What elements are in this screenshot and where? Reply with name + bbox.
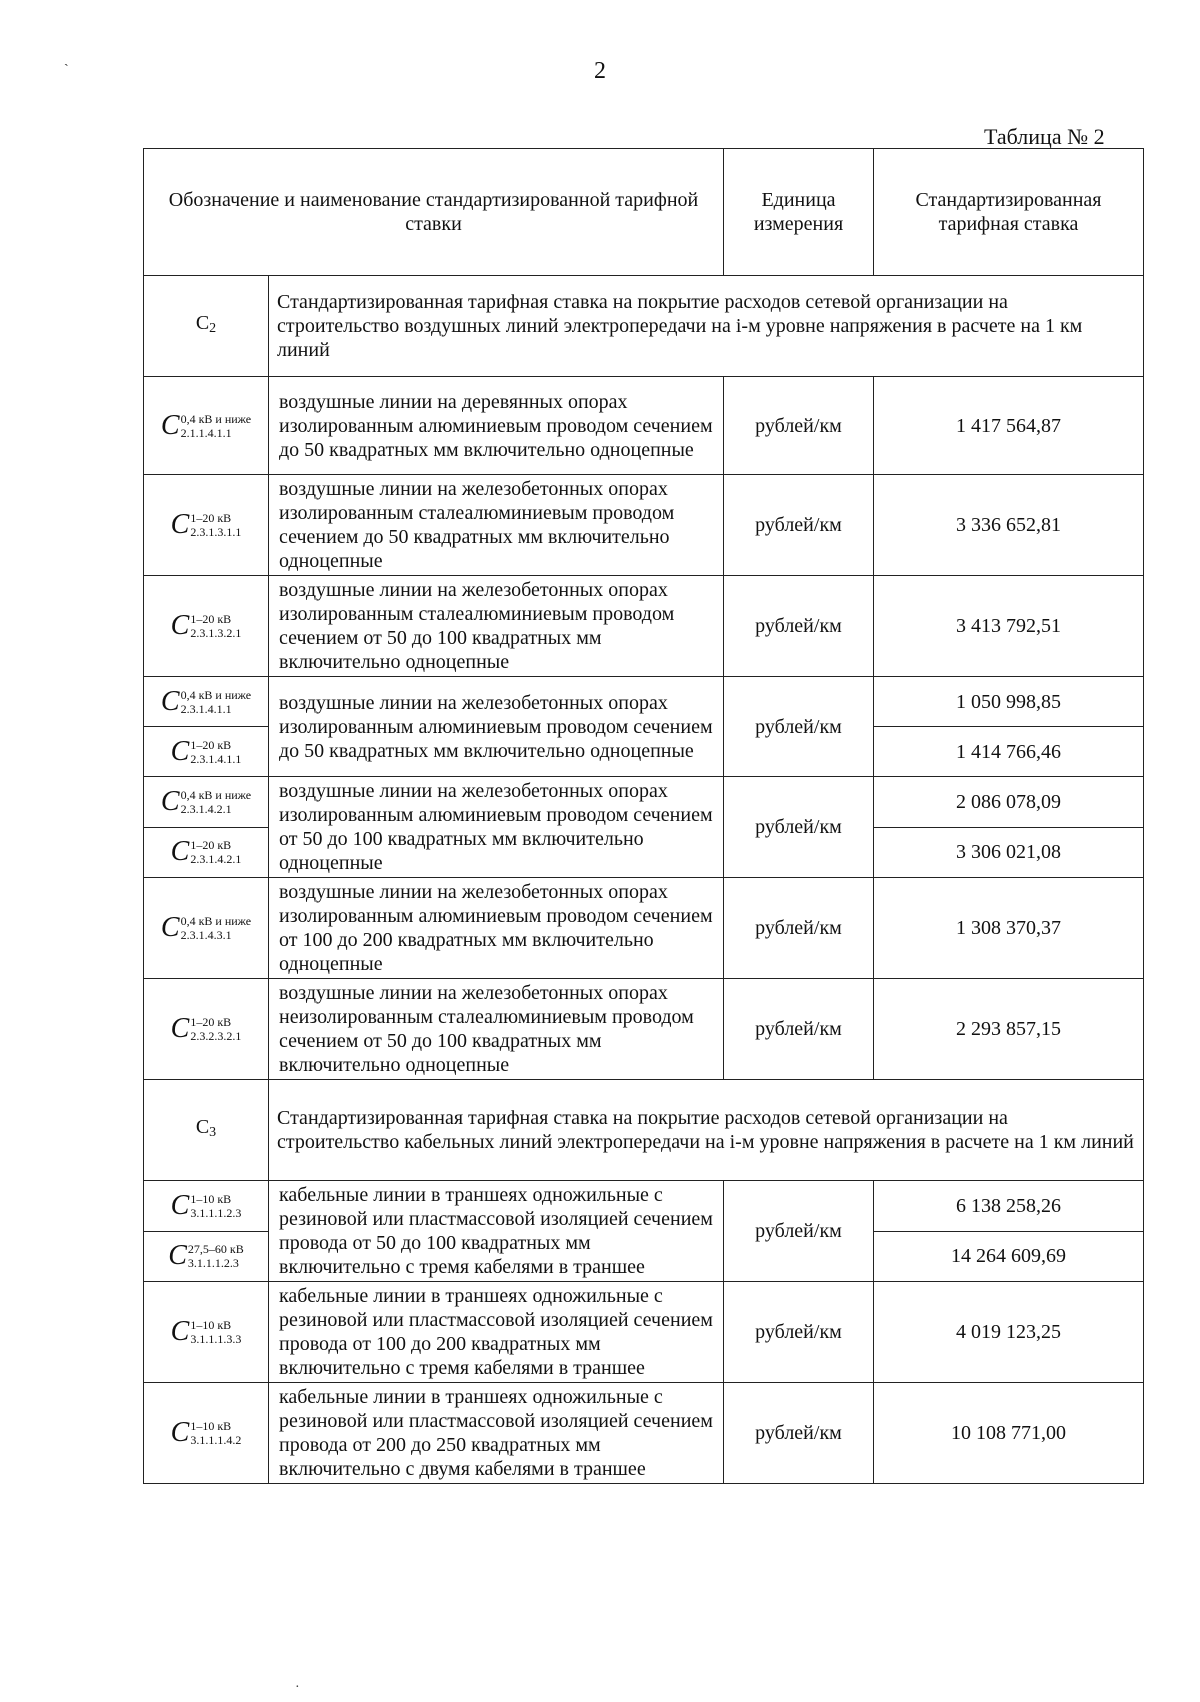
rate-unit: рублей/км — [724, 1383, 874, 1484]
table-row — [144, 979, 1144, 1080]
table-header-row — [144, 149, 1144, 276]
page-number: 2 — [594, 58, 606, 84]
table-row — [144, 677, 1144, 727]
table-row — [144, 1282, 1144, 1383]
section-title: Стандартизированная тарифная ставка на покрытие расходов сетевой организации на строительство воздушных линий электропередачи на i-м уровне напряжения в расчете на 1 км линий — [269, 276, 1144, 377]
table-row — [144, 777, 1144, 828]
scan-speck: · — [295, 1680, 300, 1695]
table-row — [144, 878, 1144, 979]
table-caption: Таблица № 2 — [984, 124, 1105, 149]
rate-description: кабельные линии в траншеях одножильные с резиновой или пластмассовой изоляцией сечением провода от 50 до 100 квадратных мм включительно с тремя кабелями в траншее — [269, 1181, 724, 1282]
rate-value: 4 019 123,25 — [874, 1282, 1144, 1383]
rate-symbol: C 27,5–60 кВ 3.1.1.1.2.3 — [144, 1231, 269, 1282]
rate-value: 1 308 370,37 — [874, 878, 1144, 979]
rate-value: 3 413 792,51 — [874, 576, 1144, 677]
tariff-table — [143, 148, 1144, 1484]
rate-unit: рублей/км — [724, 979, 874, 1080]
section-c2-row — [144, 276, 1144, 377]
rate-symbol: C 1–20 кВ 2.3.1.3.2.1 — [144, 576, 269, 677]
rate-unit: рублей/км — [724, 677, 874, 777]
table-row — [144, 377, 1144, 475]
section-code: C3 — [144, 1080, 269, 1181]
section-code: C2 — [144, 276, 269, 377]
table-row — [144, 1383, 1144, 1484]
rate-description: воздушные линии на железобетонных опорах изолированным алюминиевым проводом сечением от 50 до 100 квадратных мм включительно одноцепные — [269, 777, 724, 878]
rate-description: воздушные линии на железобетонных опорах изолированным сталеалюминиевым проводом сечением от 50 до 100 квадратных мм включительно одноцепные — [269, 576, 724, 677]
table-row — [144, 576, 1144, 677]
rate-symbol: C 1–20 кВ 2.3.1.4.2.1 — [144, 827, 269, 878]
table-row — [144, 475, 1144, 576]
scan-speck: ˏ — [64, 52, 69, 67]
rate-unit: рублей/км — [724, 1282, 874, 1383]
rate-unit: рублей/км — [724, 1181, 874, 1282]
rate-unit: рублей/км — [724, 377, 874, 475]
rate-value: 1 050 998,85 — [874, 677, 1144, 727]
rate-value: 1 414 766,46 — [874, 727, 1144, 777]
rate-unit: рублей/км — [724, 777, 874, 878]
rate-description: воздушные линии на железобетонных опорах неизолированным сталеалюминиевым проводом сечением от 50 до 100 квадратных мм включительно одноцепные — [269, 979, 724, 1080]
rate-description: воздушные линии на деревянных опорах изолированным алюминиевым проводом сечением до 50 квадратных мм включительно одноцепные — [269, 377, 724, 475]
rate-symbol: C 1–10 кВ 3.1.1.1.2.3 — [144, 1181, 269, 1232]
rate-description: кабельные линии в траншеях одножильные с резиновой или пластмассовой изоляцией сечением провода от 100 до 200 квадратных мм включительно с тремя кабелями в траншее — [269, 1282, 724, 1383]
section-c3-row — [144, 1080, 1144, 1181]
rate-value: 3 306 021,08 — [874, 827, 1144, 878]
rate-value: 3 336 652,81 — [874, 475, 1144, 576]
rate-symbol: C 1–20 кВ 2.3.2.3.2.1 — [144, 979, 269, 1080]
rate-symbol: C 0,4 кВ и ниже 2.3.1.4.2.1 — [144, 777, 269, 828]
rate-symbol: C 1–10 кВ 3.1.1.1.4.2 — [144, 1383, 269, 1484]
rate-unit: рублей/км — [724, 878, 874, 979]
rate-symbol: C 1–20 кВ 2.3.1.3.1.1 — [144, 475, 269, 576]
rate-symbol: C 0,4 кВ и ниже 2.1.1.4.1.1 — [144, 377, 269, 475]
rate-description: воздушные линии на железобетонных опорах изолированным сталеалюминиевым проводом сечением до 50 квадратных мм включительно одноцепные — [269, 475, 724, 576]
rate-unit: рублей/км — [724, 475, 874, 576]
rate-value: 10 108 771,00 — [874, 1383, 1144, 1484]
rate-value: 1 417 564,87 — [874, 377, 1144, 475]
rate-symbol: C 0,4 кВ и ниже 2.3.1.4.3.1 — [144, 878, 269, 979]
rate-value: 2 293 857,15 — [874, 979, 1144, 1080]
header-designation: Обозначение и наименование стандартизированной тарифной ставки — [144, 149, 724, 276]
rate-unit: рублей/км — [724, 576, 874, 677]
rate-value: 2 086 078,09 — [874, 777, 1144, 828]
section-title: Стандартизированная тарифная ставка на покрытие расходов сетевой организации на строительство кабельных линий электропередачи на i-м уровне напряжения в расчете на 1 км линий — [269, 1080, 1144, 1181]
rate-symbol: C 1–20 кВ 2.3.1.4.1.1 — [144, 727, 269, 777]
header-unit: Единица измерения — [724, 149, 874, 276]
header-rate: Стандартизированная тарифная ставка — [874, 149, 1144, 276]
rate-description: кабельные линии в траншеях одножильные с резиновой или пластмассовой изоляцией сечением провода от 200 до 250 квадратных мм включительно с двумя кабелями в траншее — [269, 1383, 724, 1484]
rate-value: 14 264 609,69 — [874, 1231, 1144, 1282]
rate-value: 6 138 258,26 — [874, 1181, 1144, 1232]
rate-description: воздушные линии на железобетонных опорах изолированным алюминиевым проводом сечением от 100 до 200 квадратных мм включительно одноцепные — [269, 878, 724, 979]
rate-symbol: C 0,4 кВ и ниже 2.3.1.4.1.1 — [144, 677, 269, 727]
rate-symbol: C 1–10 кВ 3.1.1.1.3.3 — [144, 1282, 269, 1383]
table-row — [144, 1181, 1144, 1232]
rate-description: воздушные линии на железобетонных опорах изолированным алюминиевым проводом сечением до 50 квадратных мм включительно одноцепные — [269, 677, 724, 777]
